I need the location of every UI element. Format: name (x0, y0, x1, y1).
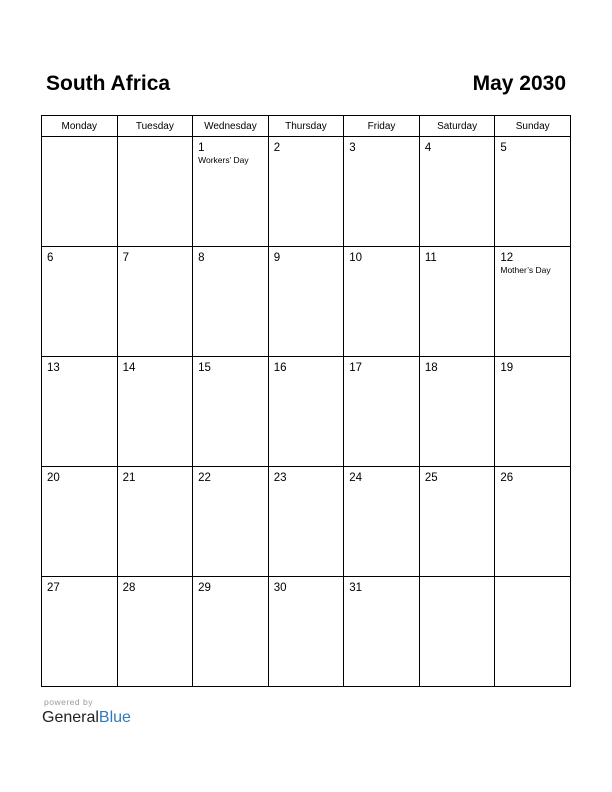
weekday-header-row (42, 116, 571, 137)
weekday-header-tuesday: Tuesday (117, 116, 193, 137)
day-number: 9 (273, 252, 281, 264)
day-cell (42, 247, 118, 357)
day-cell (344, 577, 420, 687)
day-cell (117, 357, 193, 467)
day-cell (42, 577, 118, 687)
day-number: 27 (47, 582, 60, 594)
day-number: 14 (122, 362, 136, 374)
weekday-header-sunday: Sunday (495, 116, 571, 137)
day-cell (117, 577, 193, 687)
day-cell (419, 247, 495, 357)
day-number: 19 (500, 362, 514, 374)
day-cell (42, 467, 118, 577)
country-title: South Africa (46, 72, 171, 95)
day-cell (193, 467, 269, 577)
day-cell (268, 137, 344, 247)
day-number: 10 (349, 252, 363, 264)
day-number: 4 (424, 142, 432, 154)
day-cell (495, 357, 571, 467)
day-cell (117, 467, 193, 577)
day-number: 20 (47, 472, 60, 484)
day-cell (117, 247, 193, 357)
day-number: 17 (349, 362, 363, 374)
week-row-5 (42, 577, 571, 687)
day-number: 26 (500, 472, 514, 484)
day-number: 3 (349, 142, 356, 154)
day-number: 6 (47, 252, 54, 264)
day-number: 15 (198, 362, 211, 374)
day-number: 25 (424, 472, 438, 484)
day-cell (117, 137, 193, 247)
day-number: 31 (349, 582, 363, 594)
day-number: 24 (349, 472, 363, 484)
weekday-header-saturday: Saturday (419, 116, 495, 137)
calendar-grid (41, 115, 571, 687)
generalblue-logo[interactable] (42, 708, 131, 728)
day-number: 13 (47, 362, 60, 374)
powered-by-text: powered by (44, 697, 93, 707)
day-number: 28 (122, 582, 136, 594)
week-row-3 (42, 357, 571, 467)
day-number: 18 (424, 362, 438, 374)
weekday-header-wednesday: Wednesday (193, 116, 269, 137)
day-number: 30 (273, 582, 287, 594)
brand-blue-text: Blue (98, 709, 131, 726)
day-number: 11 (424, 252, 437, 264)
day-number: 2 (273, 142, 281, 154)
day-cell (42, 137, 118, 247)
holiday-label: Mother’s Day (500, 265, 551, 275)
day-cell (344, 467, 420, 577)
day-cell (268, 357, 344, 467)
month-year-title: May 2030 (472, 72, 566, 95)
day-number: 12 (500, 252, 514, 264)
day-number: 16 (273, 362, 287, 374)
day-number: 22 (198, 472, 211, 484)
day-cell (344, 357, 420, 467)
day-number: 29 (198, 582, 211, 594)
day-cell (495, 247, 571, 357)
holiday-label: Workers’ Day (198, 155, 249, 165)
day-number: 1 (198, 142, 205, 154)
weekday-header-monday: Monday (42, 116, 118, 137)
day-cell (193, 247, 269, 357)
day-cell (268, 577, 344, 687)
week-row-1 (42, 137, 571, 247)
day-number: 23 (273, 472, 287, 484)
day-cell (193, 357, 269, 467)
day-cell (344, 247, 420, 357)
day-cell (193, 137, 269, 247)
day-cell (193, 577, 269, 687)
week-row-4 (42, 467, 571, 577)
brand-general-text: General (42, 709, 99, 726)
day-number: 8 (198, 252, 205, 264)
day-cell (344, 137, 420, 247)
day-number: 5 (500, 142, 507, 154)
weekday-header-thursday: Thursday (268, 116, 344, 137)
day-number: 7 (122, 252, 129, 264)
day-cell (495, 467, 571, 577)
day-cell (419, 137, 495, 247)
day-number: 21 (122, 472, 136, 484)
day-cell (419, 467, 495, 577)
day-cell (268, 247, 344, 357)
day-cell (419, 357, 495, 467)
day-cell (419, 577, 495, 687)
weekday-header-friday: Friday (344, 116, 420, 137)
day-cell (495, 577, 571, 687)
week-row-2 (42, 247, 571, 357)
day-cell (42, 357, 118, 467)
day-cell (495, 137, 571, 247)
day-cell (268, 467, 344, 577)
